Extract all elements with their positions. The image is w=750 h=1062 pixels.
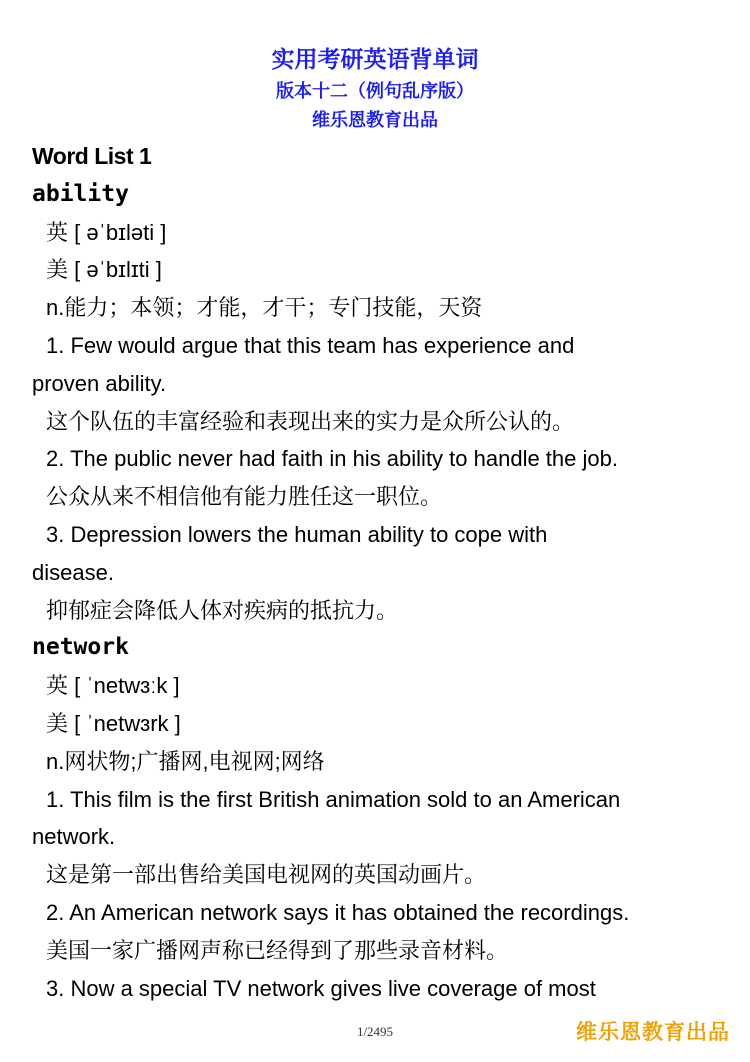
us-phonetic: 美 [ ˈnetwɜrk ] [46,710,181,736]
headword: ability [32,180,129,207]
example-en: 1. Few would argue that this team has experience and [46,332,575,358]
example-zh: 这是第一部出售给美国电视网的英国动画片。 [46,862,487,888]
us-phonetic: 美 [ əˈbɪlɪti ] [46,257,162,283]
example-en: 3. Now a special TV network gives live coverage of most [46,975,596,1001]
definition: n.能力；本领；才能，才干；专门技能，天资 [46,295,483,321]
headword: network [32,634,129,661]
example-zh: 抑郁症会降低人体对疾病的抵抗力。 [46,597,399,623]
document-publisher: 维乐恩教育出品 [312,110,438,130]
page-number: 1/2495 [356,1024,394,1039]
uk-phonetic: 英 [ əˈbɪləti ] [46,219,167,245]
document-title: 实用考研英语背单词 [271,46,479,72]
example-en: 2. An American network says it has obtained the recordings. [46,899,630,925]
document-subtitle: 版本十二（例句乱序版） [276,81,474,101]
example-en: 3. Depression lowers the human ability to cope with [46,521,548,547]
example-zh: 这个队伍的丰富经验和表现出来的实力是众所公认的。 [46,408,575,434]
example-en: 2. The public never had faith in his ability to handle the job. [46,446,618,472]
example-en-continued: network. [32,824,116,850]
example-en: 1. This film is the first British animation sold to an American [46,786,621,812]
publisher-watermark: 维乐恩教育出品 [576,1021,730,1044]
example-en-continued: disease. [32,559,114,585]
example-zh: 美国一家广播网声称已经得到了那些录音材料。 [46,937,509,963]
word-list-content [32,138,722,1007]
definition: n.网状物;广播网,电视网;网络 [46,748,325,774]
example-en-continued: proven ability. [32,370,167,396]
example-zh: 公众从来不相信他有能力胜任这一职位。 [46,484,443,510]
uk-phonetic: 英 [ ˈnetwɜːk ] [46,673,180,699]
word-list-heading: Word List 1 [32,143,152,169]
